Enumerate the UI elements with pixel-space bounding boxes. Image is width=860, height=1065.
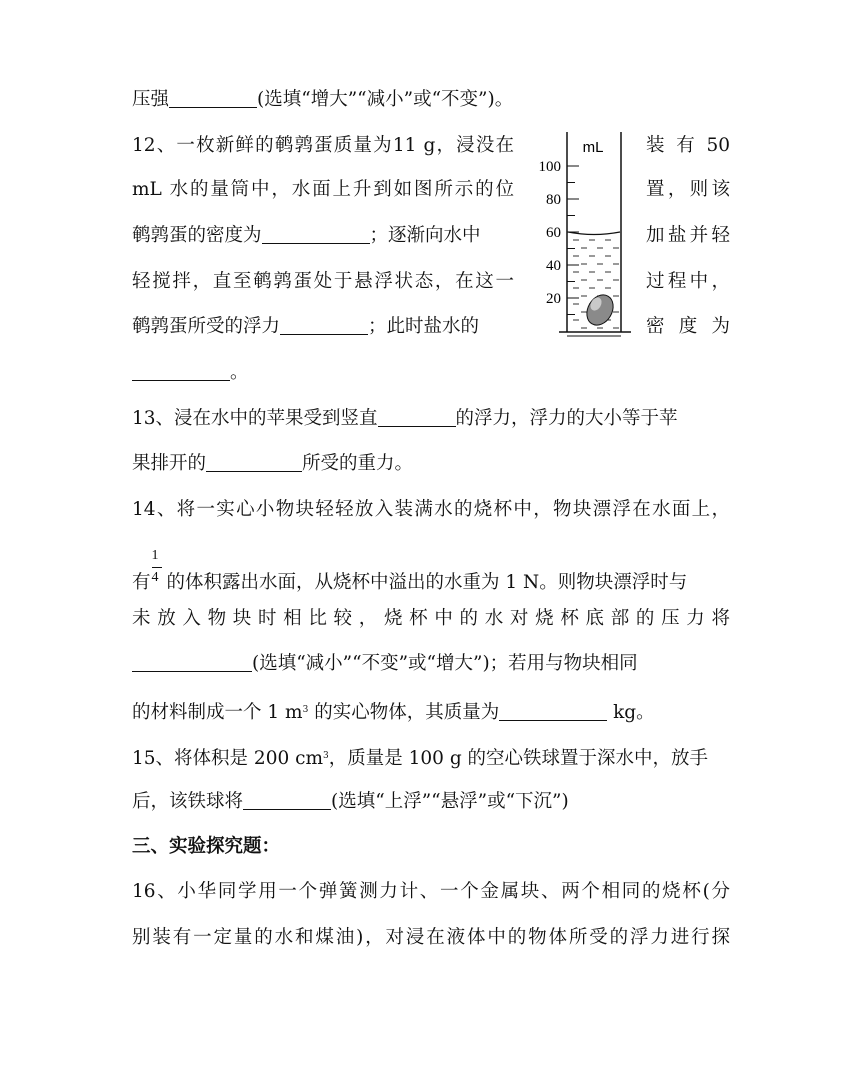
superscript: 3: [302, 705, 309, 715]
salt-density-blank[interactable]: [132, 362, 230, 381]
text: 13、浸在水中的苹果受到竖直: [132, 408, 378, 429]
line-pressure: [132, 88, 513, 112]
tick-label: 40: [546, 258, 561, 274]
q14-line-2: [132, 548, 688, 596]
fraction-numerator: 1: [151, 548, 159, 563]
graduated-cylinder-figure: [525, 130, 637, 342]
text: 的实心物体，其质量为: [308, 702, 500, 723]
text: (选填“减小”“不变”或“增大”)；若用与物块相同: [252, 653, 638, 674]
text: 15、将体积是 200 cm: [132, 748, 324, 769]
fraction-one-quarter: [151, 548, 163, 596]
text: (选填“上浮”“悬浮”或“下沉”): [331, 791, 569, 812]
text: 。: [230, 362, 249, 383]
q16-line-1: 16、小华同学用一个弹簧测力计、一个金属块、两个相同的烧杯(分: [132, 881, 730, 902]
fraction-bar: [152, 567, 162, 568]
text: kg。: [607, 702, 655, 723]
text: ；逐渐向水中: [369, 225, 481, 246]
q12-line-5: [132, 315, 479, 339]
q14-line-5: [132, 698, 655, 725]
q12-line-2: mL 水的量筒中，水面上升到如图所示的位: [132, 179, 514, 200]
q15-line-1: [132, 744, 708, 771]
mass-blank[interactable]: [499, 702, 607, 721]
unit-label: mL: [582, 139, 604, 156]
q14-line-1: 14、将一实心小物块轻轻放入装满水的烧杯中，物块漂浮在水面上，: [132, 499, 730, 520]
float-state-blank[interactable]: [243, 791, 331, 810]
q12-line-3-right: 加盐并轻: [646, 225, 730, 246]
text: (选填“增大”“减小”或“不变”)。: [257, 89, 514, 110]
text: 的浮力，浮力的大小等于苹: [455, 408, 678, 429]
q12-line-3: [132, 224, 481, 248]
q12-line-6: [132, 361, 249, 385]
text: 鹌鹑蛋的密度为: [132, 225, 262, 246]
text: 压强: [132, 89, 170, 110]
section-heading: 三、实验探究题：: [132, 836, 281, 857]
quail-egg: [582, 290, 619, 330]
tick-group: [539, 159, 580, 315]
tick-label: 20: [546, 291, 561, 307]
q12-line-1: 12、一枚新鲜的鹌鹑蛋质量为11 g，浸没在: [132, 135, 514, 156]
q12-line-4-right: 过程中，: [646, 271, 730, 292]
text: 后，该铁球将: [132, 791, 244, 812]
superscript: 3: [323, 751, 329, 761]
density-blank[interactable]: [262, 225, 370, 244]
q13-line-1: [132, 407, 678, 431]
text: 所受的重力。: [302, 453, 414, 474]
text: 的材料制成一个 1 m: [132, 702, 303, 723]
tick-label: 60: [546, 225, 561, 241]
pressure-force-blank[interactable]: [132, 653, 252, 672]
text: 果排开的: [132, 453, 207, 474]
answer-blank[interactable]: [169, 89, 257, 108]
q15-line-2: [132, 790, 569, 814]
text: 鹌鹑蛋所受的浮力: [132, 316, 281, 337]
q12-line-1-right: 装 有 50: [646, 135, 730, 156]
q13-line-2: [132, 452, 413, 476]
text: ，质量是 100 g 的空心铁球置于深水中，放手: [328, 748, 709, 769]
q14-line-3: 未放入物块时相比较，烧杯中的水对烧杯底部的压力将: [132, 608, 730, 629]
text: 的体积露出水面，从烧杯中溢出的水重为 1 N。则物块漂浮时与: [166, 572, 688, 593]
q12-line-4: 轻搅拌，直至鹌鹑蛋处于悬浮状态，在这一: [132, 271, 514, 292]
displaced-blank[interactable]: [206, 453, 302, 472]
tick-label: 80: [546, 192, 561, 208]
buoyancy-blank[interactable]: [280, 316, 368, 335]
q12-line-5-right: 密 度 为: [646, 316, 730, 337]
q12-line-2-right: 置，则该: [646, 179, 730, 200]
fraction-denominator: 4: [151, 570, 159, 585]
text: 有: [132, 572, 151, 593]
q14-line-4: [132, 652, 638, 676]
q16-line-2: 别装有一定量的水和煤油)，对浸在液体中的物体所受的浮力进行探: [132, 927, 730, 948]
text: ；此时盐水的: [368, 316, 480, 337]
direction-blank[interactable]: [378, 408, 456, 427]
tick-label: 100: [538, 159, 561, 175]
